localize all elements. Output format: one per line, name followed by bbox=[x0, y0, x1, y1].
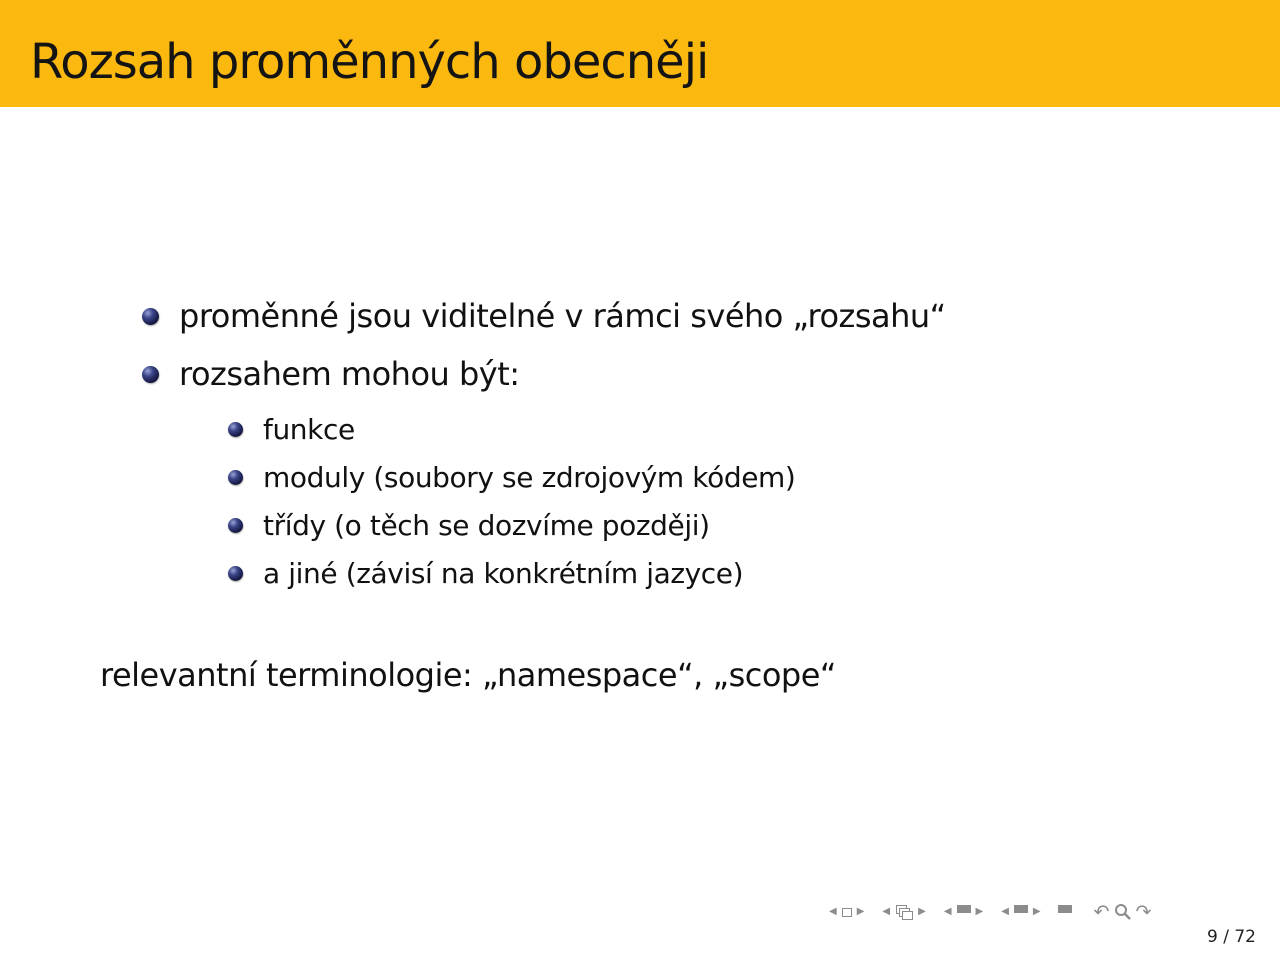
nav-next-icon[interactable]: ▶ bbox=[856, 906, 865, 917]
sub-bullet-item bbox=[228, 409, 355, 449]
bullet-item bbox=[142, 352, 520, 396]
toc-icon[interactable] bbox=[1058, 905, 1072, 919]
beamer-navigation-bar bbox=[826, 900, 1153, 924]
slide-title: Rozsah proměnných obecněji bbox=[30, 34, 709, 90]
nav-next-icon[interactable]: ▶ bbox=[975, 906, 984, 917]
nav-tools-group bbox=[1092, 901, 1154, 923]
nav-prev-icon[interactable]: ◀ bbox=[1001, 906, 1009, 917]
sub-bullet-text: funkce bbox=[263, 412, 355, 446]
nav-toc-group bbox=[1056, 905, 1074, 919]
bullet-ball-icon bbox=[228, 422, 243, 437]
nav-frame-group bbox=[826, 907, 867, 917]
nav-next-icon[interactable]: ▶ bbox=[918, 906, 926, 917]
redo-icon[interactable]: ↷ bbox=[1135, 901, 1152, 923]
subsection-icon[interactable] bbox=[957, 905, 971, 919]
section-icon[interactable] bbox=[1014, 905, 1028, 919]
nav-subsection-group bbox=[941, 905, 986, 919]
title-bar bbox=[0, 0, 1280, 107]
nav-prev-icon[interactable]: ◀ bbox=[882, 906, 891, 917]
sub-bullet-text: třídy (o těch se dozvíme později) bbox=[263, 508, 710, 542]
sub-bullet-item bbox=[228, 505, 710, 545]
page-number: 9 / 72 bbox=[1207, 927, 1256, 947]
nav-section-group bbox=[998, 905, 1043, 919]
bullet-ball-icon bbox=[228, 566, 243, 581]
sub-bullet-text: moduly (soubory se zdrojovým kódem) bbox=[263, 460, 796, 494]
bullet-item bbox=[142, 294, 946, 338]
bullet-ball-icon bbox=[228, 518, 243, 533]
bullet-ball-icon bbox=[228, 470, 243, 485]
nav-prev-icon[interactable]: ◀ bbox=[943, 906, 952, 917]
search-icon[interactable] bbox=[1114, 903, 1132, 921]
frame-icon[interactable] bbox=[842, 908, 852, 917]
nav-next-icon[interactable]: ▶ bbox=[1032, 906, 1041, 917]
bullet-ball-icon bbox=[142, 366, 159, 383]
sub-bullet-item bbox=[228, 553, 743, 593]
bullet-text: proměnné jsou viditelné v rámci svého „rozsahu“ bbox=[179, 297, 946, 335]
nav-subframe-group bbox=[879, 904, 928, 920]
undo-icon[interactable]: ↶ bbox=[1093, 901, 1110, 923]
frames-icon[interactable] bbox=[895, 904, 913, 920]
bullet-text: rozsahem mohou být: bbox=[179, 355, 520, 393]
terminology-note: relevantní terminologie: „namespace“, „scope“ bbox=[100, 656, 836, 694]
nav-prev-icon[interactable]: ◀ bbox=[829, 906, 837, 917]
bullet-ball-icon bbox=[142, 308, 159, 325]
sub-bullet-item bbox=[228, 457, 795, 497]
sub-bullet-text: a jiné (závisí na konkrétním jazyce) bbox=[263, 556, 744, 590]
